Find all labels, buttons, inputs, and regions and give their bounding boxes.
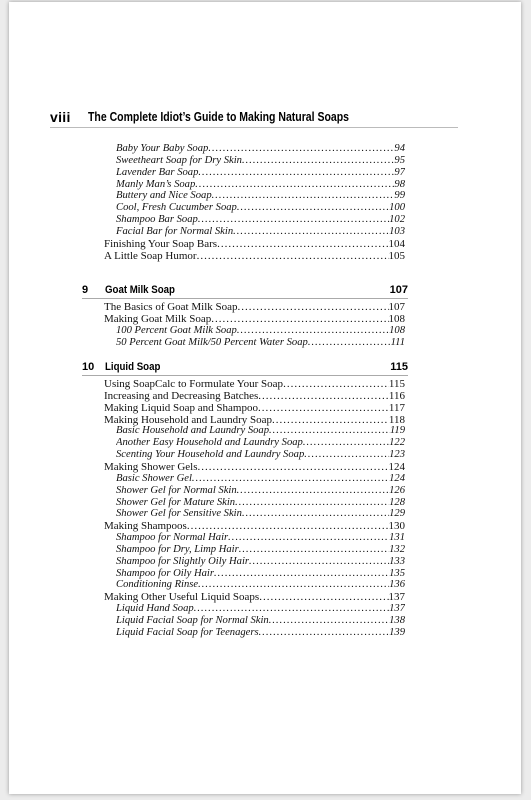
toc-entry [116,556,405,568]
toc-entry-page: 129 [389,508,405,520]
toc-entry [104,238,405,250]
toc-entry [116,337,405,349]
toc-entry-title: Basic Shower Gel [116,472,192,484]
toc-entry [104,390,405,402]
toc-entry [116,497,405,509]
toc-entry-page: 137 [388,591,405,604]
toc-entry-page: 95 [394,154,405,166]
toc-entry-title: The Basics of Goat Milk Soap [104,301,238,313]
toc-entry-page: 138 [389,615,405,626]
toc-entry-page: 118 [388,413,405,426]
toc-entry-title: Conditioning Rinse [116,579,199,591]
dot-leader [195,179,394,191]
toc-entry-page: 122 [389,437,405,449]
toc-entry-title: Shampoo Bar Soap [116,214,198,226]
toc-entry [116,190,405,202]
dot-leader [304,449,389,461]
chapter-heading-9 [82,282,408,299]
toc-entry-title: 50 Percent Goat Milk/50 Percent Water Soap [116,336,308,348]
toc-entry [116,485,405,497]
toc-entry-page: 133 [389,555,405,567]
toc-entry-page: 108 [388,312,405,325]
toc-entry-title: Making Other Useful Liquid Soaps [104,591,260,604]
toc-entry [104,461,405,473]
toc-entry [104,313,405,325]
dot-leader [197,250,389,262]
toc-entry-page: 124 [389,472,405,484]
dot-leader [192,473,389,485]
dot-leader [235,497,389,509]
toc-entry [116,325,405,337]
toc-entry-page: 102 [389,214,405,226]
toc-entry [104,378,405,390]
dot-leader [249,556,389,568]
dot-leader [237,202,389,214]
dot-leader [259,591,388,603]
toc-entry-title: Making Household and Laundry Soap [104,413,273,426]
toc-entry-title: Facial Bar for Normal Skin [116,225,234,237]
toc-entry-title: Lavender Bar Soap [116,166,199,178]
toc-entry-page: 139 [389,626,405,638]
toc-entry [116,579,405,591]
chapter-page: 115 [390,361,408,373]
dot-leader [198,167,394,179]
toc-entry-page: 126 [389,484,405,496]
toc-entry [116,202,405,214]
toc-entry-page: 100 [389,202,405,214]
toc-entry [116,627,405,639]
toc-entry-title: Finishing Your Soap Bars [104,237,218,250]
dot-leader [212,190,395,202]
dot-leader [239,544,389,556]
toc-entry-page: 128 [389,496,405,508]
toc-entry-title: Increasing and Decreasing Batches [104,389,259,402]
chapter-title: Goat Milk Soap [105,284,175,296]
dot-leader [237,325,389,337]
toc-entry-title: Shampoo for Normal Hair [116,532,229,544]
toc-entry-title: Scenting Your Household and Laundry Soap [116,449,305,461]
chapter-heading-10 [82,359,408,376]
toc-entry-page: 119 [389,425,405,437]
toc-entry-title: Liquid Hand Soap [116,603,194,615]
running-header [50,109,458,128]
dot-leader [237,485,389,497]
toc-entry-title: 100 Percent Goat Milk Soap [116,324,237,336]
toc-entry [116,615,405,627]
dot-leader [198,579,389,591]
dot-leader [258,402,389,414]
toc-entry-page: 123 [389,449,405,461]
toc-entry [104,402,405,414]
toc-entry-title: Shower Gel for Normal Skin [116,484,237,496]
header-page-number: viii [50,109,71,125]
toc-entry-title: A Little Soap Humor [104,249,197,262]
toc-entry-title: Making Shampoos [104,520,187,533]
chapter-page: 107 [389,284,408,296]
toc-entry [116,143,405,155]
toc-entry [116,214,405,226]
toc-entry-title: Sweetheart Soap for Dry Skin [116,154,242,166]
chapter-title: Liquid Soap [105,361,161,373]
dot-leader [258,390,389,402]
toc-entry-page: 107 [388,301,405,313]
toc-entry-page: 103 [389,225,405,237]
toc-entry [104,301,405,313]
toc-entry-title: Basic Household and Laundry Soap [116,425,270,437]
toc-entry-page: 111 [390,336,405,348]
toc-entry-title: Shower Gel for Sensitive Skin [116,508,242,520]
toc-entry [116,544,405,556]
dot-leader [269,425,390,437]
toc-entry [116,437,405,449]
toc-entry-title: Using SoapCalc to Formulate Your Soap [104,378,284,390]
toc-entry-page: 130 [388,520,405,533]
toc-entry-title: Buttery and Nice Soap [116,190,212,202]
toc-entry [116,508,405,520]
dot-leader [194,603,389,615]
toc-entry-page: 98 [394,178,405,190]
toc-entry-title: Shampoo for Oily Hair [116,567,214,579]
toc-entry-page: 117 [388,401,405,414]
toc-entry-title: Baby Your Baby Soap [116,143,209,154]
dot-leader [242,155,394,167]
dot-leader [233,226,389,238]
toc-entry [116,532,405,544]
toc-entry [104,591,405,603]
dot-leader [238,301,389,313]
toc-entry [116,179,405,191]
toc-entry-title: Cool, Fresh Cucumber Soap [116,202,237,214]
dot-leader [187,520,389,532]
dot-leader [308,337,391,349]
dot-leader [198,214,389,226]
dot-leader [198,461,389,473]
dot-leader [217,238,388,250]
toc-entry [116,155,405,167]
toc-entry-page: 104 [388,237,405,250]
toc-entry-page: 132 [389,543,405,555]
toc-entry-title: Liquid Facial Soap for Teenagers [116,626,259,638]
toc-entry-page: 99 [394,190,405,202]
dot-leader [303,437,389,449]
dot-leader [283,378,389,390]
dot-leader [242,508,389,520]
dot-leader [259,627,389,639]
toc-entry-page: 105 [388,249,405,262]
toc-entry-page: 108 [389,324,405,336]
toc-entry [116,603,405,615]
toc-entry-page: 97 [394,166,405,178]
toc-entry-title: Making Shower Gels [104,460,198,473]
chapter-number: 9 [82,284,89,296]
dot-leader [214,568,389,580]
toc-entry-title: Shampoo for Dry, Limp Hair [116,543,239,555]
toc-entry-title: Another Easy Household and Laundry Soap [116,437,303,449]
toc-entry-page: 94 [394,143,405,154]
toc-entry [116,449,405,461]
toc-entry [104,250,405,262]
toc-entry-page: 135 [389,567,405,579]
toc-entry [116,568,405,580]
toc-entry-page: 131 [389,532,405,544]
toc-entry-title: Making Goat Milk Soap [104,312,212,325]
toc-entry [116,226,405,238]
toc-entry-page: 136 [389,579,405,591]
dot-leader [208,143,394,155]
toc-entry [104,520,405,532]
toc-entry-title: Manly Man’s Soap [116,178,196,190]
toc-entry [116,473,405,485]
dot-leader [272,414,389,426]
dot-leader [211,313,388,325]
toc-entry [116,167,405,179]
toc-entry-page: 116 [388,389,405,402]
toc-entry-page: 115 [388,378,405,390]
toc-entry-page: 124 [388,460,405,473]
dot-leader [269,615,389,627]
toc-entry-title: Shower Gel for Mature Skin [116,496,236,508]
toc-entry-title: Making Liquid Soap and Shampoo [104,401,258,414]
dot-leader [228,532,389,544]
toc-entry-title: Shampoo for Slightly Oily Hair [116,555,250,567]
chapter-number: 10 [82,361,95,373]
toc-entry [104,414,405,426]
toc-entry-page: 137 [389,603,405,615]
toc-entry [116,425,405,437]
header-book-title: The Complete Idiot’s Guide to Making Natural Soaps [88,110,349,124]
toc-entry-title: Liquid Facial Soap for Normal Skin [116,615,269,626]
